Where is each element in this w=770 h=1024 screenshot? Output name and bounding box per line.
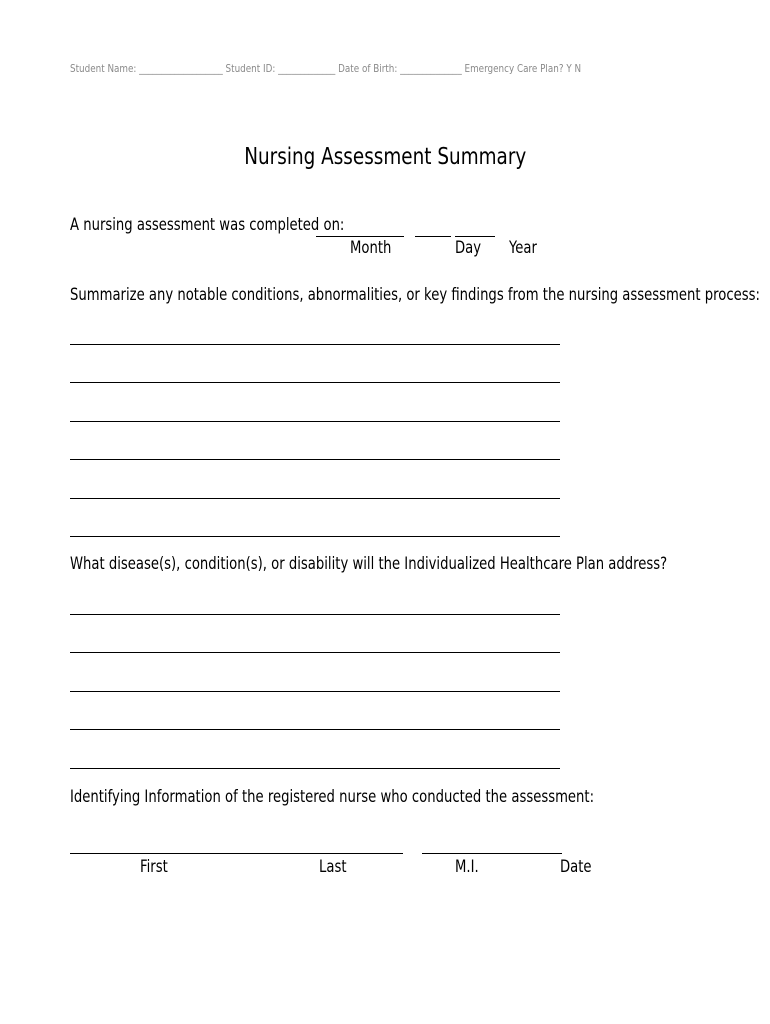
first-label: First: [140, 857, 168, 876]
assessment-date-prompt: A nursing assessment was completed on:: [70, 215, 345, 234]
plan-prompt: What disease(s), condition(s), or disability will the Individualized Healthcare Plan address?: [70, 554, 668, 573]
day-field[interactable]: [415, 236, 451, 237]
month-label: Month: [350, 238, 392, 257]
findings-line[interactable]: [70, 459, 560, 460]
plan-line[interactable]: [70, 691, 560, 692]
findings-prompt: Summarize any notable conditions, abnormalities, or key findings from the nursing assessment process:: [70, 285, 760, 304]
day-label: Day: [455, 238, 482, 257]
plan-line[interactable]: [70, 729, 560, 730]
student-info-header: [70, 62, 709, 75]
nurse-prompt: Identifying Information of the registered nurse who conducted the assessment:: [70, 787, 595, 806]
findings-line[interactable]: [70, 344, 560, 345]
findings-line[interactable]: [70, 421, 560, 422]
plan-line[interactable]: [70, 614, 560, 615]
month-field[interactable]: [316, 236, 404, 237]
year-label: Year: [509, 238, 537, 257]
header-text: Student Name: ___________________ Student ID: _____________ Date of Birth: ______________ Emergency Care Plan? Y N: [70, 62, 582, 75]
findings-line[interactable]: [70, 536, 560, 537]
findings-line[interactable]: [70, 498, 560, 499]
year-field[interactable]: [455, 236, 495, 237]
date-label: Date: [560, 857, 592, 876]
nurse-mi-field[interactable]: [422, 853, 562, 854]
mi-label: M.I.: [455, 857, 479, 876]
plan-line[interactable]: [70, 768, 560, 769]
findings-line[interactable]: [70, 382, 560, 383]
plan-line[interactable]: [70, 652, 560, 653]
page-title: Nursing Assessment Summary: [243, 144, 527, 170]
nurse-name-field[interactable]: [70, 853, 403, 854]
last-label: Last: [319, 857, 347, 876]
